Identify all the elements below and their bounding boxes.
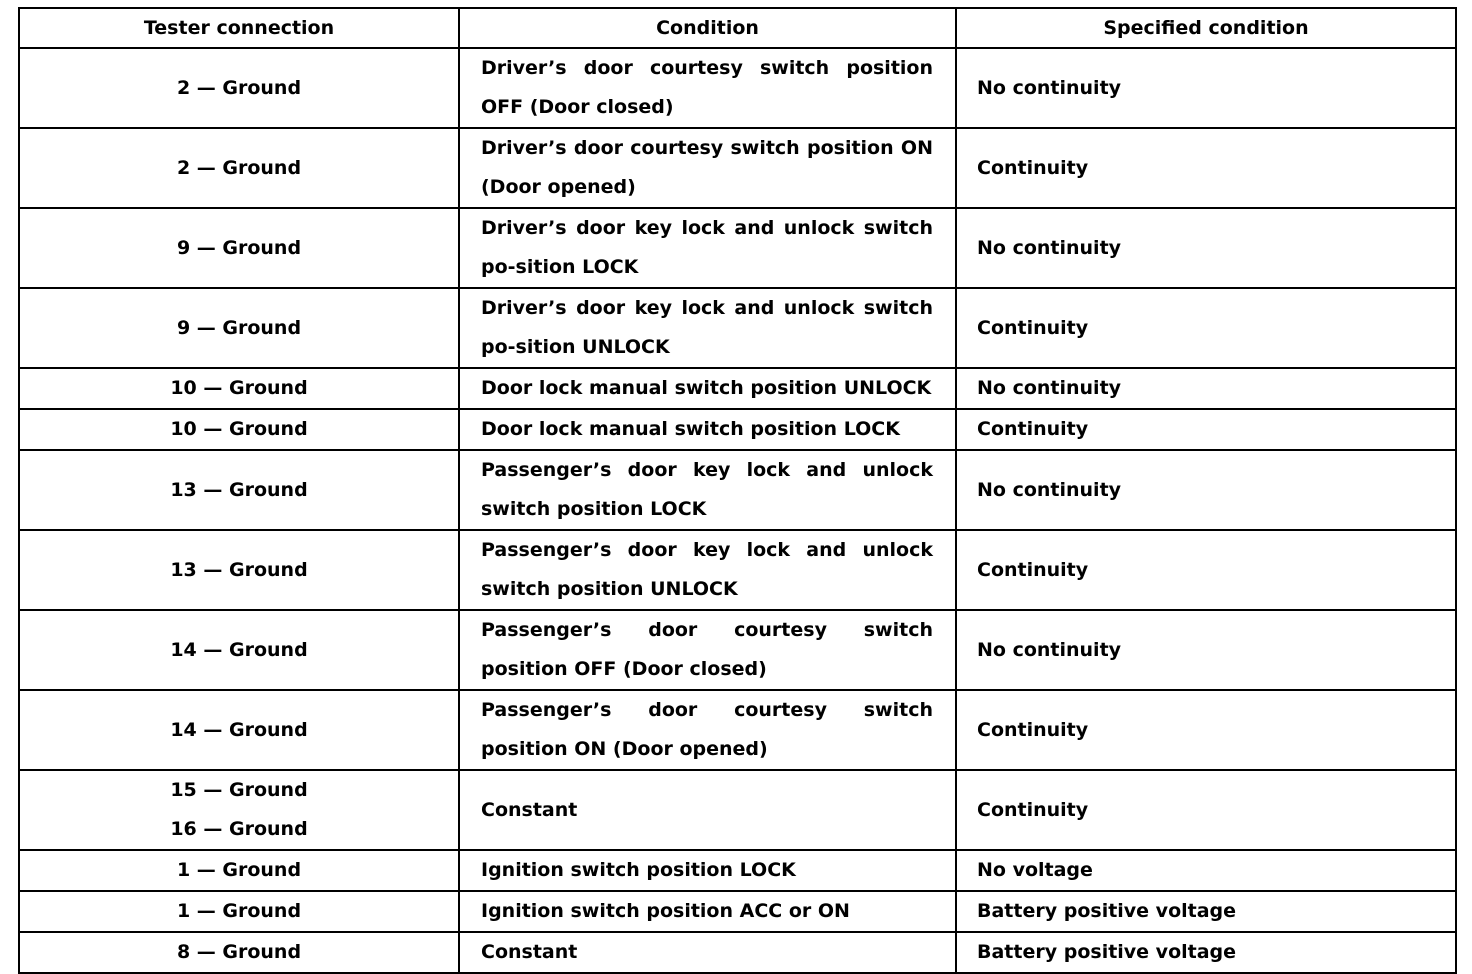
- tester-connection-cell: [19, 690, 459, 770]
- specified-condition-cell: No voltage: [956, 850, 1456, 891]
- tester-connection-value: 9 — Ground: [176, 236, 302, 259]
- tester-connection-value: 2 — Ground: [176, 156, 302, 179]
- table-row: [19, 409, 1456, 450]
- tester-connection-cell: [19, 450, 459, 530]
- tester-connection-cell: [19, 891, 459, 932]
- tester-connection-value: 13 — Ground: [170, 478, 308, 501]
- tester-connection-value: 16 — Ground: [170, 818, 308, 840]
- specified-condition-cell: Continuity: [956, 530, 1456, 610]
- condition-cell: Constant: [459, 770, 956, 850]
- header-specified-condition: Specified condition: [956, 8, 1456, 48]
- tester-connection-cell: [19, 850, 459, 891]
- table-row: [19, 48, 1456, 128]
- specified-condition-cell: Continuity: [956, 128, 1456, 208]
- table-row: [19, 208, 1456, 288]
- header-tester-connection: Tester connection: [19, 8, 459, 48]
- tester-connection-cell: [19, 409, 459, 450]
- tester-connection-cell: [19, 48, 459, 128]
- table-row: [19, 288, 1456, 368]
- header-condition: Condition: [459, 8, 956, 48]
- specified-condition-cell: No continuity: [956, 208, 1456, 288]
- tester-connection-value: 14 — Ground: [170, 718, 308, 741]
- specified-condition-cell: No continuity: [956, 450, 1456, 530]
- table-row: [19, 128, 1456, 208]
- condition-cell: Passenger’s door courtesy switch position OFF (Door closed): [459, 610, 956, 690]
- tester-connection-table: [18, 7, 1457, 974]
- tester-connection-value: 1 — Ground: [176, 900, 302, 922]
- specified-condition-cell: Continuity: [956, 288, 1456, 368]
- tester-connection-value: 2 — Ground: [176, 76, 302, 99]
- tester-connection-cell: [19, 288, 459, 368]
- specification-sheet: [18, 7, 1455, 974]
- table-row: [19, 450, 1456, 530]
- table-row: [19, 850, 1456, 891]
- condition-cell: Passenger’s door courtesy switch position ON (Door opened): [459, 690, 956, 770]
- condition-cell: Driver’s door courtesy switch position ON (Door opened): [459, 128, 956, 208]
- tester-connection-value: 8 — Ground: [176, 941, 302, 963]
- tester-connection-cell: [19, 530, 459, 610]
- condition-cell: Passenger’s door key lock and unlock switch position UNLOCK: [459, 530, 956, 610]
- table-row: [19, 610, 1456, 690]
- tester-connection-value: 9 — Ground: [176, 316, 302, 339]
- tester-connection-cell: [19, 932, 459, 973]
- condition-cell: Door lock manual switch position UNLOCK: [459, 368, 956, 409]
- specified-condition-cell: No continuity: [956, 48, 1456, 128]
- condition-cell: Door lock manual switch position LOCK: [459, 409, 956, 450]
- tester-connection-cell: [19, 770, 459, 850]
- table-row: [19, 932, 1456, 973]
- tester-connection-value: 13 — Ground: [170, 558, 308, 581]
- tester-connection-cell: [19, 128, 459, 208]
- specified-condition-cell: Battery positive voltage: [956, 891, 1456, 932]
- condition-cell: Constant: [459, 932, 956, 973]
- tester-connection-cell: [19, 208, 459, 288]
- condition-cell: Ignition switch position LOCK: [459, 850, 956, 891]
- tester-connection-value: 10 — Ground: [170, 377, 308, 399]
- condition-cell: Passenger’s door key lock and unlock switch position LOCK: [459, 450, 956, 530]
- condition-cell: Ignition switch position ACC or ON: [459, 891, 956, 932]
- condition-cell: Driver’s door courtesy switch position OFF (Door closed): [459, 48, 956, 128]
- table-row: [19, 690, 1456, 770]
- specified-condition-cell: No continuity: [956, 368, 1456, 409]
- condition-cell: Driver’s door key lock and unlock switch po-sition UNLOCK: [459, 288, 956, 368]
- specified-condition-cell: No continuity: [956, 610, 1456, 690]
- header-row: [19, 8, 1456, 48]
- specified-condition-cell: Continuity: [956, 409, 1456, 450]
- tester-connection-cell: [19, 610, 459, 690]
- tester-connection-value: 15 — Ground: [170, 779, 308, 801]
- tester-connection-value: 14 — Ground: [170, 638, 308, 661]
- tester-connection-value: 1 — Ground: [176, 859, 302, 881]
- table-row: [19, 530, 1456, 610]
- tester-connection-cell: [19, 368, 459, 409]
- table-row: [19, 368, 1456, 409]
- specified-condition-cell: Battery positive voltage: [956, 932, 1456, 973]
- tester-connection-value: 10 — Ground: [170, 418, 308, 440]
- specified-condition-cell: Continuity: [956, 770, 1456, 850]
- condition-cell: Driver’s door key lock and unlock switch po-sition LOCK: [459, 208, 956, 288]
- specified-condition-cell: Continuity: [956, 690, 1456, 770]
- table-row: [19, 770, 1456, 850]
- table-row: [19, 891, 1456, 932]
